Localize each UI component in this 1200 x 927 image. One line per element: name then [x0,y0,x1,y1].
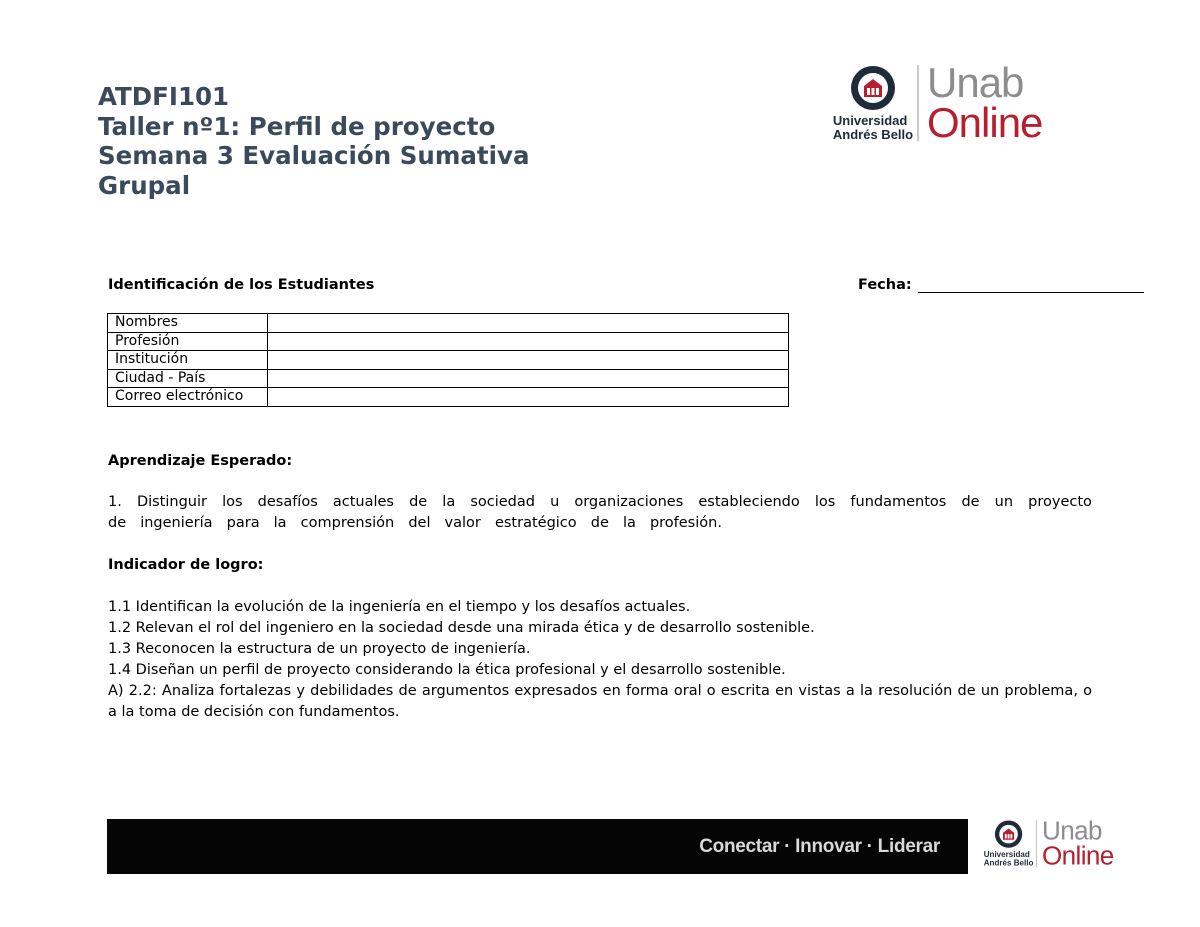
course-code: ATDFI101 [98,82,230,111]
row-label-profesion: Profesión [108,332,268,351]
brand-wordmark: Unab Online [927,59,1043,146]
row-label-correo: Correo electrónico [108,388,268,407]
workshop-title: Taller nº1: Perfil de proyecto [98,111,496,141]
word: proyecto [1028,494,1092,510]
list-item: 1.3 Reconocen la estructura de un proyecto de ingeniería. [108,641,531,657]
identification-heading: Identificación de los Estudiantes [108,277,375,293]
table-row [108,314,789,333]
table-row [108,351,789,370]
word: los [222,494,243,510]
word: organizaciones [574,494,684,510]
list-item: 1.1 Identifican la evolución de la ingeniería en el tiempo y los desafíos actuales. [108,599,691,615]
footer-banner [107,819,968,874]
row-value-nombres[interactable] [268,314,789,333]
word: desafíos [257,494,318,510]
university-seal-icon [994,819,1024,849]
word: del [408,515,431,531]
word: estableciendo [698,494,800,510]
word: ingeniería [140,515,213,531]
word: la [273,515,287,531]
row-value-institucion[interactable] [268,351,789,370]
brand-wordmark: Unab Online [1042,816,1114,871]
word: comprensión [300,515,395,531]
week-title: Semana 3 Evaluación Sumativa [98,141,530,170]
table-row [108,388,789,407]
word: 1. [108,494,122,510]
word: Distinguir [136,494,207,510]
word: los [814,494,836,510]
date-label: Fecha: [858,277,912,293]
row-value-ciudad-pais[interactable] [268,369,789,388]
word: para [226,515,260,531]
word: de [108,515,127,531]
word: fundamentos [850,494,947,510]
word: la [622,515,636,531]
footer-tagline: Conectar · Innovar · Liderar [699,835,940,857]
footer-unab-online-logo [985,818,1114,869]
word: de [590,515,609,531]
word: un [994,494,1014,510]
university-name: Universidad Andrés Bello [983,849,1034,868]
logo-divider [1036,820,1037,867]
mode-title: Grupal [98,170,191,200]
word: de [409,494,428,510]
list-item: 1.2 Relevan el rol del ingeniero en la sociedad desde una mirada ética y de desarrollo sostenible. [108,620,815,636]
word: sociedad [470,494,535,510]
word: profesión. [649,515,722,531]
table-row [108,332,789,351]
word: estratégico [494,515,577,531]
word: u [550,494,560,510]
word: actuales [332,494,394,510]
word: la [442,494,456,510]
table-row [108,369,789,388]
list-item: 1.4 Diseñan un perfil de proyecto considerando la ética profesional y el desarrollo sostenible. [108,662,786,678]
row-label-ciudad-pais: Ciudad - País [108,369,268,388]
achievement-list [108,597,1092,681]
document-title [98,82,530,200]
expected-learning-line-2 [108,513,722,534]
word: de [961,494,980,510]
expected-learning-line-1 [108,492,1092,513]
row-label-nombres: Nombres [108,314,268,333]
date-field [858,277,1144,293]
date-input-line[interactable] [918,278,1144,293]
student-info-table [107,313,789,407]
unab-online-logo [832,59,1043,146]
word: valor [444,515,481,531]
expected-learning-text [108,492,1092,534]
row-label-institucion: Institución [108,351,268,370]
achievement-heading: Indicador de logro: [108,557,264,573]
competency-text: A) 2.2: Analiza fortalezas y debilidades de argumentos expresados en forma oral o escrita en vistas a la resolución de un problema, o a la toma de decisión con fundamentos. [108,683,1092,720]
expected-learning-heading: Aprendizaje Esperado: [108,453,293,469]
row-value-profesion[interactable] [268,332,789,351]
university-name: Universidad Andrés Bello [832,113,914,142]
university-seal-icon [849,64,897,112]
row-value-correo[interactable] [268,388,789,407]
logo-divider [917,65,919,141]
